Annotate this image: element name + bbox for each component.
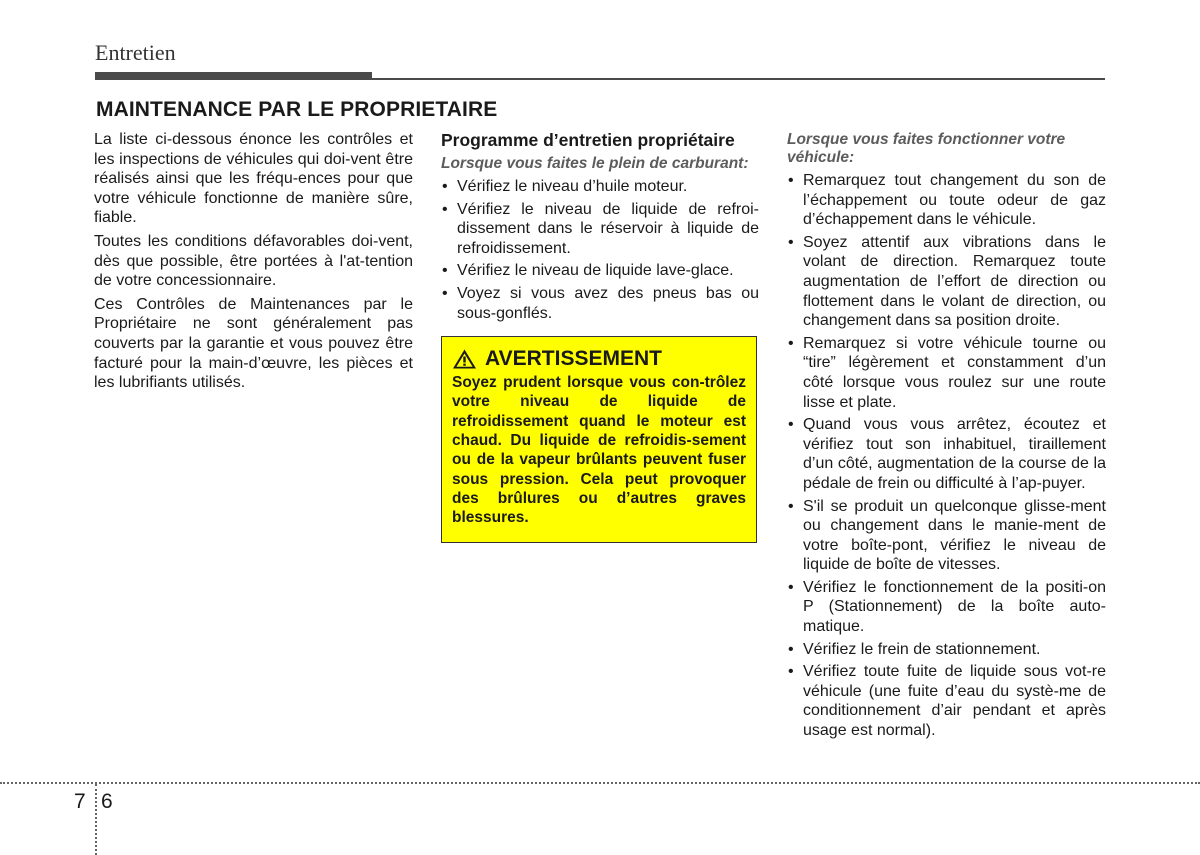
list-item: • Vérifiez toute fuite de liquide sous vot-re véhicule (une fuite d’eau du systè-me de conditionnement d’air pendant et après usage est normal). — [787, 662, 1106, 740]
list-item: • Vérifiez le fonctionnement de la positi-on P (Stationnement) de la boîte auto-matique. — [787, 578, 1106, 637]
operating-subheading: Lorsque vous faites fonctionner votre véhicule: — [787, 131, 1066, 166]
header-rule-thin — [372, 78, 1105, 80]
list-item: • Remarquez tout changement du son de l’échappement ou toute odeur de gaz d’échappement dans le véhicule. — [787, 171, 1106, 230]
list-item: • Vérifiez le frein de stationnement. — [787, 640, 1106, 660]
schedule-column — [441, 130, 759, 543]
page-number: 6 — [101, 790, 113, 813]
intro-column — [94, 130, 413, 397]
footer-divider — [95, 784, 97, 855]
warning-header — [452, 348, 746, 370]
intro-paragraph: Ces Contrôles de Maintenances par le Propriétaire ne sont généralement pas couverts par la garantie et vous pouvez être facturé pour la main-d’œuvre, les pièces et les lubrifiants utilisés. — [94, 295, 413, 392]
warning-triangle-icon — [452, 348, 477, 370]
list-item: • Vérifiez le niveau d’huile moteur. — [441, 177, 759, 197]
list-item: • S'il se produit un quelconque glisse-ment ou changement dans le manie-ment de votre boîte-pont, vérifiez le niveau de liquide de boîte de vitesses. — [787, 497, 1106, 575]
intro-paragraph: La liste ci-dessous énonce les contrôles et les inspections de véhicules qui doi-vent être réalisés ainsi que les fréqu-ences pour que votre véhicule fonctionne de manière sûre, fiable. — [94, 131, 413, 227]
section-header: Entretien — [95, 40, 176, 65]
refuel-checklist — [441, 177, 759, 323]
warning-box — [441, 336, 757, 543]
list-item: • Vérifiez le niveau de liquide de refroi-dissement dans le réservoir à liquide de refroidissement. — [441, 200, 759, 259]
warning-text: Soyez prudent lorsque vous con-trôlez votre niveau de liquide de refroidissement quand le moteur est chaud. Du liquide de refroidis-sement ou de la vapeur brûlants peuvent fuser sous pression. Cela peut provoquer des brûlures ou d’autres graves blessures. — [452, 374, 746, 527]
operating-checklist — [787, 171, 1106, 741]
list-item: • Quand vous vous arrêtez, écoutez et vérifiez tout son inhabituel, tiraillement d’un côté, augmentation de la course de la pédale de frein ou difficulté à l’ap-puyer. — [787, 415, 1106, 493]
warning-title: AVERTISSEMENT — [485, 347, 662, 371]
intro-paragraph: Toutes les conditions défavorables doi-vent, dès que possible, être portées à l'at-tention de votre concessionnaire. — [94, 232, 413, 290]
refuel-subheading: Lorsque vous faites le plein de carburant: — [441, 155, 749, 172]
header-rule-thick — [95, 72, 372, 80]
list-item: • Soyez attentif aux vibrations dans le volant de direction. Remarquez toute augmentation de l’effort de direction ou flottement dans le volant de direction, ou changement dans sa position droite. — [787, 233, 1106, 331]
page-title: MAINTENANCE PAR LE PROPRIETAIRE — [96, 98, 498, 121]
schedule-heading: Programme d’entretien propriétaire — [441, 130, 735, 150]
operating-column — [787, 131, 1106, 744]
chapter-number: 7 — [74, 790, 86, 813]
list-item: • Vérifiez le niveau de liquide lave-glace. — [441, 261, 759, 281]
list-item: • Remarquez si votre véhicule tourne ou “tire” légèrement et constamment d’un côté lorsque vous roulez sur une route lisse et plate. — [787, 334, 1106, 412]
footer-rule — [0, 782, 1200, 784]
list-item: • Voyez si vous avez des pneus bas ou sous-gonflés. — [441, 284, 759, 323]
